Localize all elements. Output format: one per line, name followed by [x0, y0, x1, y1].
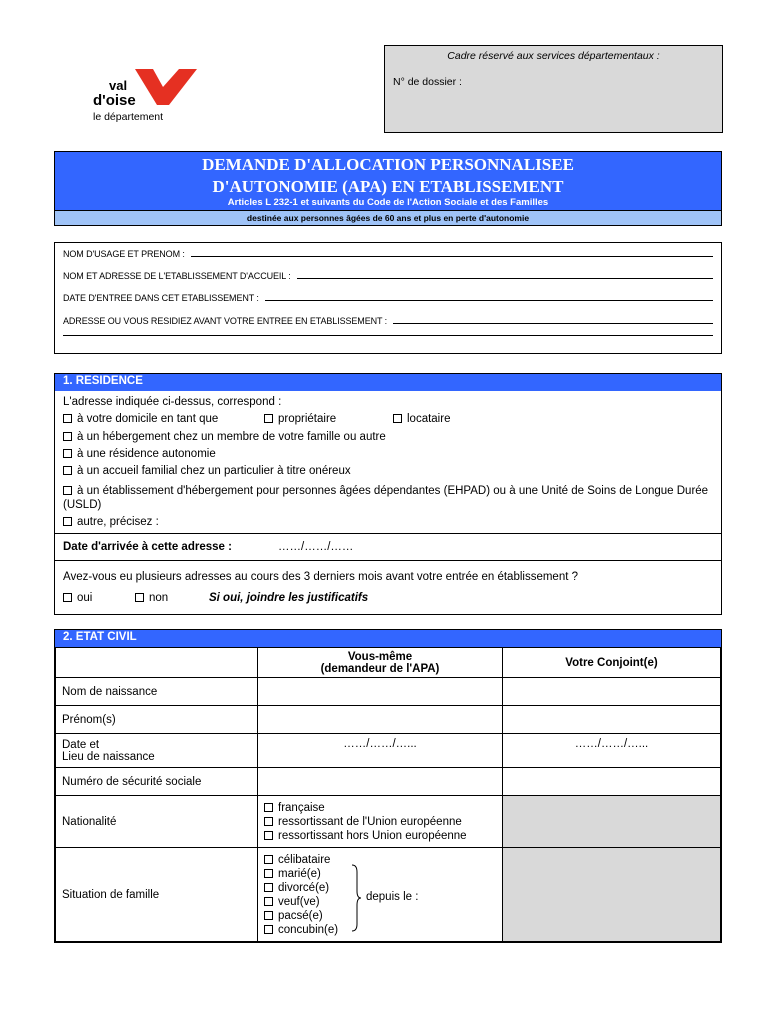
- nationalite-ue-label: ressortissant de l'Union européenne: [278, 815, 462, 828]
- oui-label: oui: [77, 592, 93, 604]
- identification-box: [54, 242, 722, 354]
- form-title-line-1: DEMANDE D'ALLOCATION PERSONNALISEE: [55, 152, 721, 174]
- concubin-label: concubin(e): [278, 923, 339, 936]
- residence-intro: L'adresse indiquée ci-dessus, correspond :: [63, 396, 282, 408]
- reserved-box: [384, 45, 723, 133]
- si-oui-note: Si oui, joindre les justificatifs: [209, 592, 369, 604]
- domicile-label: à votre domicile en tant que: [77, 413, 219, 425]
- table-row: [56, 678, 721, 706]
- adresse-line-2: [63, 335, 713, 338]
- date-arrivee-label: Date d'arrivée à cette adresse :: [63, 541, 232, 553]
- residence-heading: 1. RESIDENCE: [55, 374, 721, 391]
- reserved-box-title: Cadre réservé aux services départementaux :: [447, 50, 660, 62]
- marie-checkbox[interactable]: [264, 869, 273, 878]
- secu-vous-field[interactable]: [258, 768, 503, 796]
- val-doise-logo: [93, 67, 203, 127]
- residence-divider-1: [55, 533, 721, 534]
- nom-prenom-line: [63, 249, 713, 259]
- date-naissance-label-line-1: Date et: [62, 738, 100, 751]
- accueil-familial-checkbox[interactable]: [63, 466, 72, 475]
- table-row: [56, 848, 721, 942]
- adresse-field-2[interactable]: [63, 335, 713, 336]
- etat-civil-section: [54, 629, 722, 943]
- adresse-field[interactable]: [393, 323, 713, 324]
- header-empty-cell: [56, 648, 258, 678]
- table-row: [56, 734, 721, 768]
- residence-autonomie-checkbox[interactable]: [63, 449, 72, 458]
- nom-naissance-conjoint-field[interactable]: [503, 678, 721, 706]
- nom-naissance-label: Nom de naissance: [56, 678, 258, 706]
- nationalite-options: [258, 796, 503, 848]
- nationalite-hors-ue-checkbox[interactable]: [264, 831, 273, 840]
- dossier-number-field[interactable]: N° de dossier :: [393, 76, 462, 88]
- proprietaire-checkbox[interactable]: [264, 414, 273, 423]
- form-articles: Articles L 232-1 et suivants du Code de l'Action Sociale et des Familles: [55, 196, 721, 210]
- non-label: non: [149, 592, 169, 604]
- hebergement-row: [63, 430, 713, 444]
- divorce-checkbox[interactable]: [264, 883, 273, 892]
- concubin-checkbox[interactable]: [264, 925, 273, 934]
- residence-domicile-row: [63, 412, 713, 426]
- date-entree-line: [63, 293, 713, 303]
- marie-label: marié(e): [278, 867, 321, 880]
- prenom-conjoint-field[interactable]: [503, 706, 721, 734]
- curly-brace-icon: [350, 864, 362, 932]
- header-conjoint: Votre Conjoint(e): [503, 648, 721, 678]
- date-naissance-label: [56, 734, 258, 768]
- veuf-checkbox[interactable]: [264, 897, 273, 906]
- prenom-vous-field[interactable]: [258, 706, 503, 734]
- header-vous-meme-line-1: Vous-même: [347, 650, 413, 663]
- autre-row: [63, 515, 713, 529]
- oui-checkbox[interactable]: [63, 593, 72, 602]
- domicile-checkbox[interactable]: [63, 414, 72, 423]
- oui-non-row: [63, 591, 713, 605]
- veuf-label: veuf(ve): [278, 895, 320, 908]
- logo-word-departement: le département: [93, 111, 164, 123]
- date-naissance-conjoint-field[interactable]: ……/……/…...: [503, 734, 721, 768]
- adresse-line: [63, 316, 713, 326]
- logo-v-mark-icon: [135, 69, 197, 105]
- ehpad-label: à un établissement d'hébergement pour personnes âgées dépendantes (EHPAD) ou à une Unité de Soins de Longue Durée (USLD): [63, 485, 709, 511]
- hebergement-label: à un hébergement chez un membre de votre famille ou autre: [77, 431, 386, 443]
- residence-autonomie-row: [63, 447, 713, 461]
- header-vous-meme: [258, 648, 503, 678]
- etablissement-line: [63, 271, 713, 281]
- date-naissance-vous-field[interactable]: ……/……/…...: [258, 734, 503, 768]
- nationalite-hors-ue-label: ressortissant hors Union européenne: [278, 829, 467, 842]
- date-arrivee-field[interactable]: ……/……/……: [278, 541, 354, 553]
- situation-label: Situation de famille: [56, 848, 258, 942]
- nationalite-ue-checkbox[interactable]: [264, 817, 273, 826]
- hebergement-checkbox[interactable]: [63, 432, 72, 441]
- residence-divider-2: [55, 560, 721, 561]
- nationalite-conjoint-disabled: [503, 796, 721, 848]
- header-vous-meme-line-2: (demandeur de l'APA): [320, 662, 440, 675]
- form-target: destinée aux personnes âgées de 60 ans et plus en perte d'autonomie: [55, 210, 721, 225]
- nationalite-label: Nationalité: [56, 796, 258, 848]
- autre-checkbox[interactable]: [63, 517, 72, 526]
- table-row: [56, 796, 721, 848]
- date-naissance-label-line-2: Lieu de naissance: [62, 750, 155, 763]
- logo-word-doise: d'oise: [93, 92, 136, 109]
- divorce-label: divorcé(e): [278, 881, 330, 894]
- pacse-checkbox[interactable]: [264, 911, 273, 920]
- table-row: [56, 706, 721, 734]
- ehpad-checkbox[interactable]: [63, 486, 72, 495]
- pacse-label: pacsé(e): [278, 909, 323, 922]
- date-entree-field[interactable]: [265, 300, 713, 301]
- autre-label: autre, précisez :: [77, 516, 159, 528]
- situation-conjoint-disabled: [503, 848, 721, 942]
- etablissement-field[interactable]: [297, 278, 713, 279]
- date-entree-label: DATE D'ENTREE DANS CET ETABLISSEMENT :: [63, 293, 259, 303]
- proprietaire-label: propriétaire: [278, 413, 337, 425]
- residence-section: [54, 373, 722, 615]
- celibataire-checkbox[interactable]: [264, 855, 273, 864]
- secu-label: Numéro de sécurité sociale: [56, 768, 258, 796]
- locataire-checkbox[interactable]: [393, 414, 402, 423]
- depuis-label: depuis le :: [366, 891, 419, 903]
- prenom-label: Prénom(s): [56, 706, 258, 734]
- nom-naissance-vous-field[interactable]: [258, 678, 503, 706]
- etat-civil-heading: 2. ETAT CIVIL: [55, 630, 721, 647]
- form-title-box: [54, 151, 722, 226]
- nationalite-francaise-checkbox[interactable]: [264, 803, 273, 812]
- accueil-familial-label: à un accueil familial chez un particulier à titre onéreux: [77, 465, 351, 477]
- etablissement-label: NOM ET ADRESSE DE L'ETABLISSEMENT D'ACCUEIL :: [63, 271, 291, 281]
- table-row: [56, 768, 721, 796]
- celibataire-label: célibataire: [278, 853, 331, 866]
- logo-word-val: val: [109, 78, 128, 93]
- residence-autonomie-label: à une résidence autonomie: [77, 448, 216, 460]
- form-title-line-2: D'AUTONOMIE (APA) EN ETABLISSEMENT: [55, 174, 721, 196]
- date-arrivee-row: [63, 540, 713, 554]
- nationalite-francaise-label: française: [278, 801, 325, 814]
- nom-prenom-field[interactable]: [191, 256, 713, 257]
- accueil-familial-row: [63, 464, 713, 478]
- secu-conjoint-field[interactable]: [503, 768, 721, 796]
- locataire-label: locataire: [407, 413, 451, 425]
- etat-civil-table: [55, 647, 721, 942]
- nom-prenom-label: NOM D'USAGE ET PRENOM :: [63, 249, 185, 259]
- situation-options: [258, 848, 503, 942]
- table-header-row: [56, 648, 721, 678]
- ehpad-row: [63, 484, 713, 512]
- plusieurs-adresses-question: Avez-vous eu plusieurs adresses au cours des 3 derniers mois avant votre entrée en établissement ?: [63, 571, 579, 583]
- adresse-label: ADRESSE OU VOUS RESIDIEZ AVANT VOTRE ENTREE EN ETABLISSEMENT :: [63, 316, 388, 326]
- non-checkbox[interactable]: [135, 593, 144, 602]
